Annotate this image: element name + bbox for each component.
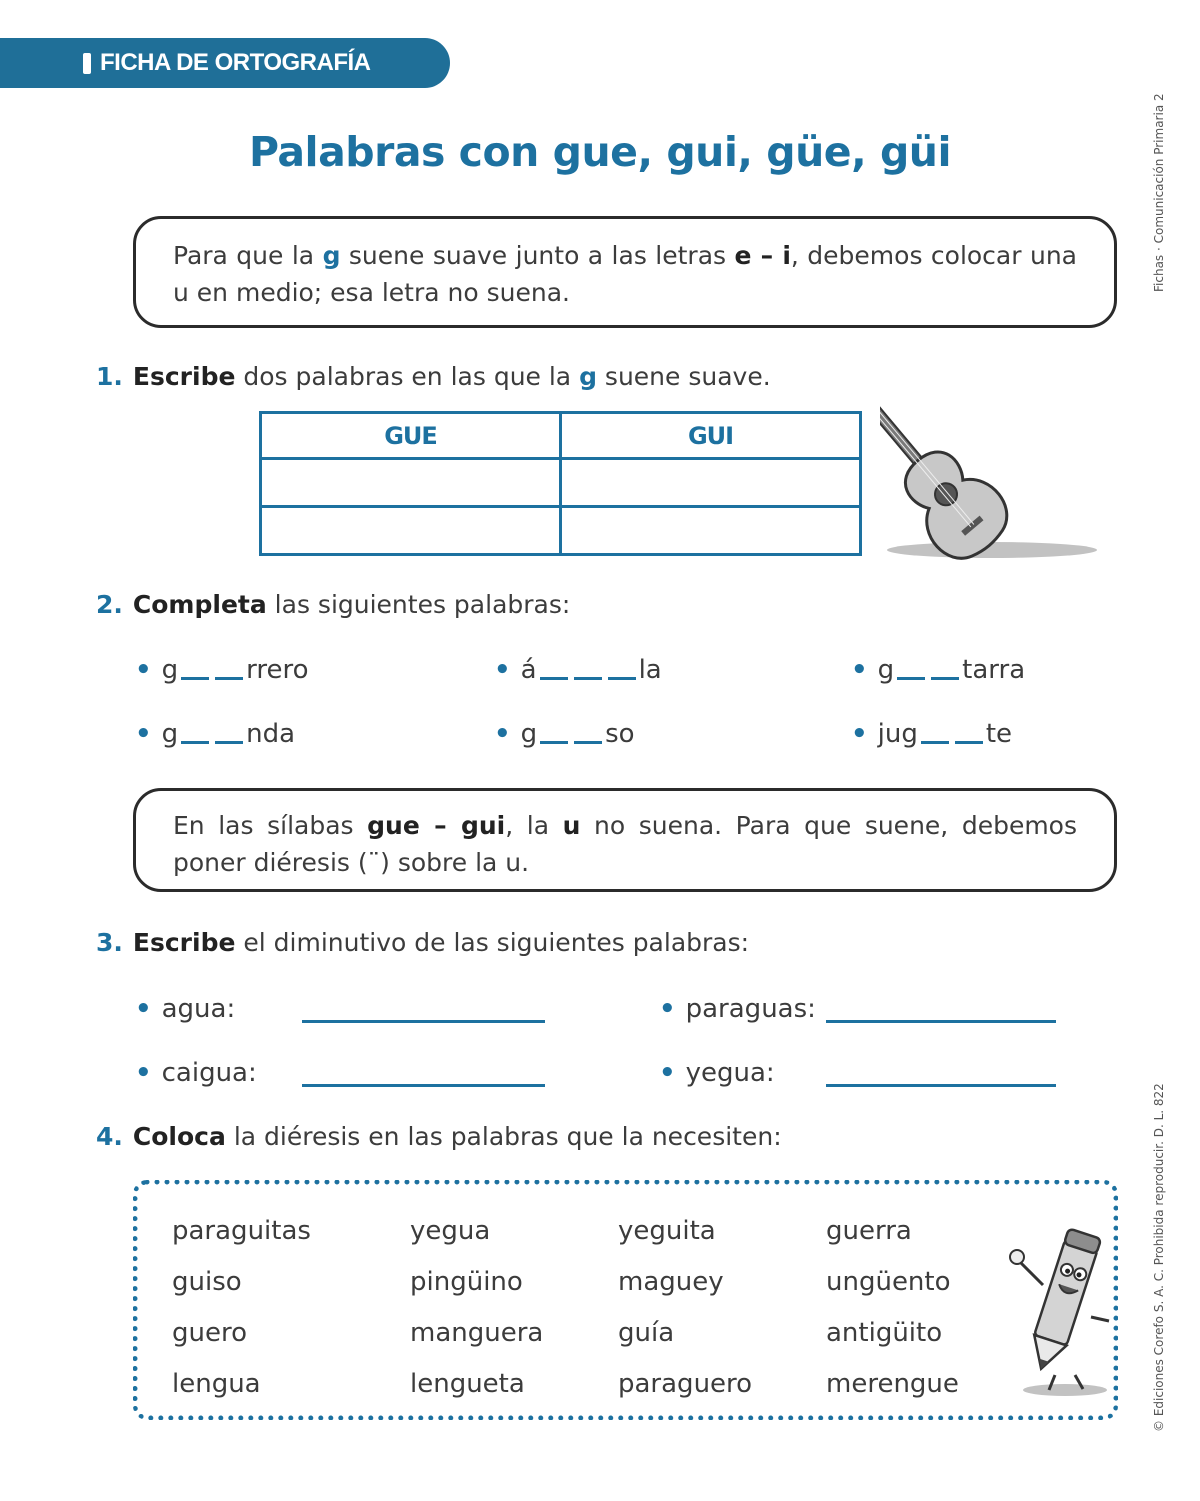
word-item[interactable]: guerra [826, 1216, 912, 1246]
word-item[interactable]: manguera [410, 1318, 544, 1348]
word-item[interactable]: yeguita [618, 1216, 716, 1246]
complete-word-item [851, 655, 1025, 685]
complete-word-item [494, 719, 635, 749]
rule2-letter-u: u [562, 811, 581, 840]
word-prefix: g [520, 719, 538, 749]
rule2-text-3: no suena. Para que suene, debemos poner diéresis (¨) sobre la u. [173, 811, 1077, 877]
question-4 [96, 1122, 782, 1151]
letter-blank[interactable] [181, 677, 209, 680]
letter-blank[interactable] [574, 741, 602, 744]
word-item[interactable]: pingüino [410, 1267, 523, 1297]
letter-blank[interactable] [574, 677, 602, 680]
word-prefix: g [877, 655, 895, 685]
banner-label: FICHA DE ORTOGRAFÍA [100, 49, 371, 76]
word-item[interactable]: maguey [618, 1267, 724, 1297]
question-text-end: suene suave. [596, 362, 771, 391]
bullet-icon: • [659, 1058, 676, 1088]
complete-word-item [494, 655, 662, 685]
diminutive-item [659, 1058, 775, 1088]
letter-blank[interactable] [921, 741, 949, 744]
rule-box-1 [133, 216, 1117, 328]
rule2-text-2: , la [505, 811, 563, 840]
complete-word-item [135, 719, 295, 749]
rule1-letter-g: g [322, 241, 341, 270]
question-verb: Escribe [132, 362, 236, 391]
diminutive-item [135, 1058, 257, 1088]
question-3 [96, 928, 749, 957]
word-item[interactable]: guía [618, 1318, 675, 1348]
word-suffix: nda [246, 719, 296, 749]
page-title: Palabras con gue, gui, güe, güi [248, 128, 952, 176]
diminutive-item [135, 994, 235, 1024]
word-item[interactable]: paraguitas [172, 1216, 311, 1246]
word-item[interactable]: guiso [172, 1267, 242, 1297]
rule1-text-2: suene suave junto a las letras [340, 241, 735, 270]
letter-blank[interactable] [608, 677, 636, 680]
word-prefix: jug [877, 719, 918, 749]
bullet-icon: • [494, 655, 511, 685]
question-text: dos palabras en las que la [235, 362, 580, 391]
diminutive-word: caigua: [161, 1058, 257, 1088]
header-banner [0, 38, 450, 88]
letter-blank[interactable] [897, 677, 925, 680]
bullet-icon: • [659, 994, 676, 1024]
word-item[interactable]: lengua [172, 1369, 261, 1399]
table-cell-answer[interactable] [261, 507, 561, 555]
pencil-icon [1005, 1225, 1120, 1400]
word-prefix: g [161, 655, 179, 685]
letter-blank[interactable] [955, 741, 983, 744]
rule1-text-1: Para que la [173, 241, 323, 270]
question-number: 2. [96, 590, 123, 619]
bullet-icon: • [851, 655, 868, 685]
diminutive-word: paraguas: [685, 994, 816, 1024]
question-verb: Coloca [132, 1122, 226, 1151]
word-prefix: á [520, 655, 537, 685]
word-suffix: la [638, 655, 662, 685]
table-cell-answer[interactable] [561, 459, 861, 507]
word-item[interactable]: paraguero [618, 1369, 753, 1399]
letter-blank[interactable] [540, 741, 568, 744]
guitar-icon [880, 360, 1110, 565]
question-text: la diéresis en las palabras que la necesiten: [225, 1122, 782, 1151]
question-2 [96, 590, 570, 619]
question-number: 1. [96, 362, 123, 391]
letter-blank[interactable] [931, 677, 959, 680]
question-verb: Escribe [132, 928, 236, 957]
gue-gui-table [259, 411, 862, 556]
bullet-icon: • [494, 719, 511, 749]
letter-blank[interactable] [215, 677, 243, 680]
rule2-text-1: En las sílabas [173, 811, 368, 840]
side-note-copyright: © Ediciones Corefo S. A. C. Prohibida reproducir. D. L. 822 [1152, 1083, 1166, 1432]
word-item[interactable]: guero [172, 1318, 248, 1348]
answer-line[interactable] [826, 1020, 1056, 1023]
table-header-gui: GUI [561, 413, 861, 459]
question-1 [96, 362, 771, 391]
diminutive-word: agua: [161, 994, 236, 1024]
bullet-icon: • [135, 719, 152, 749]
word-prefix: g [161, 719, 179, 749]
question-number: 4. [96, 1122, 123, 1151]
answer-line[interactable] [302, 1084, 545, 1087]
word-item[interactable]: merengue [826, 1369, 959, 1399]
rule1-text-3: , debemos colocar una u en medio; esa letra no suena. [173, 241, 1077, 307]
rule2-syllables: gue – gui [367, 811, 506, 840]
answer-line[interactable] [302, 1020, 545, 1023]
letter-blank[interactable] [181, 741, 209, 744]
question-letter-g: g [579, 362, 597, 391]
rule1-letters-ei: e – i [734, 241, 791, 270]
complete-word-item [851, 719, 1012, 749]
question-text: el diminutivo de las siguientes palabras: [235, 928, 750, 957]
word-suffix: te [985, 719, 1013, 749]
letter-blank[interactable] [540, 677, 568, 680]
question-text: las siguientes palabras: [266, 590, 571, 619]
word-item[interactable]: yegua [410, 1216, 491, 1246]
word-item[interactable]: antigüito [826, 1318, 943, 1348]
diminutive-item [659, 994, 816, 1024]
word-item[interactable]: ungüento [826, 1267, 951, 1297]
answer-line[interactable] [826, 1084, 1056, 1087]
bullet-icon: • [135, 1058, 152, 1088]
side-note-top: Fichas · Comunicación Primaria 2 [1152, 93, 1166, 292]
bullet-icon: • [135, 994, 152, 1024]
bullet-icon: • [135, 655, 152, 685]
letter-blank[interactable] [215, 741, 243, 744]
banner-mark-icon [83, 53, 91, 74]
word-item[interactable]: lengueta [410, 1369, 525, 1399]
diminutive-word: yegua: [685, 1058, 775, 1088]
bullet-icon: • [851, 719, 868, 749]
table-header-gue: GUE [261, 413, 561, 459]
complete-word-item [135, 655, 309, 685]
word-suffix: rrero [246, 655, 309, 685]
table-cell-answer[interactable] [561, 507, 861, 555]
question-number: 3. [96, 928, 123, 957]
rule-box-2 [133, 788, 1117, 892]
table-cell-answer[interactable] [261, 459, 561, 507]
question-verb: Completa [132, 590, 267, 619]
word-suffix: tarra [962, 655, 1026, 685]
word-suffix: so [605, 719, 635, 749]
